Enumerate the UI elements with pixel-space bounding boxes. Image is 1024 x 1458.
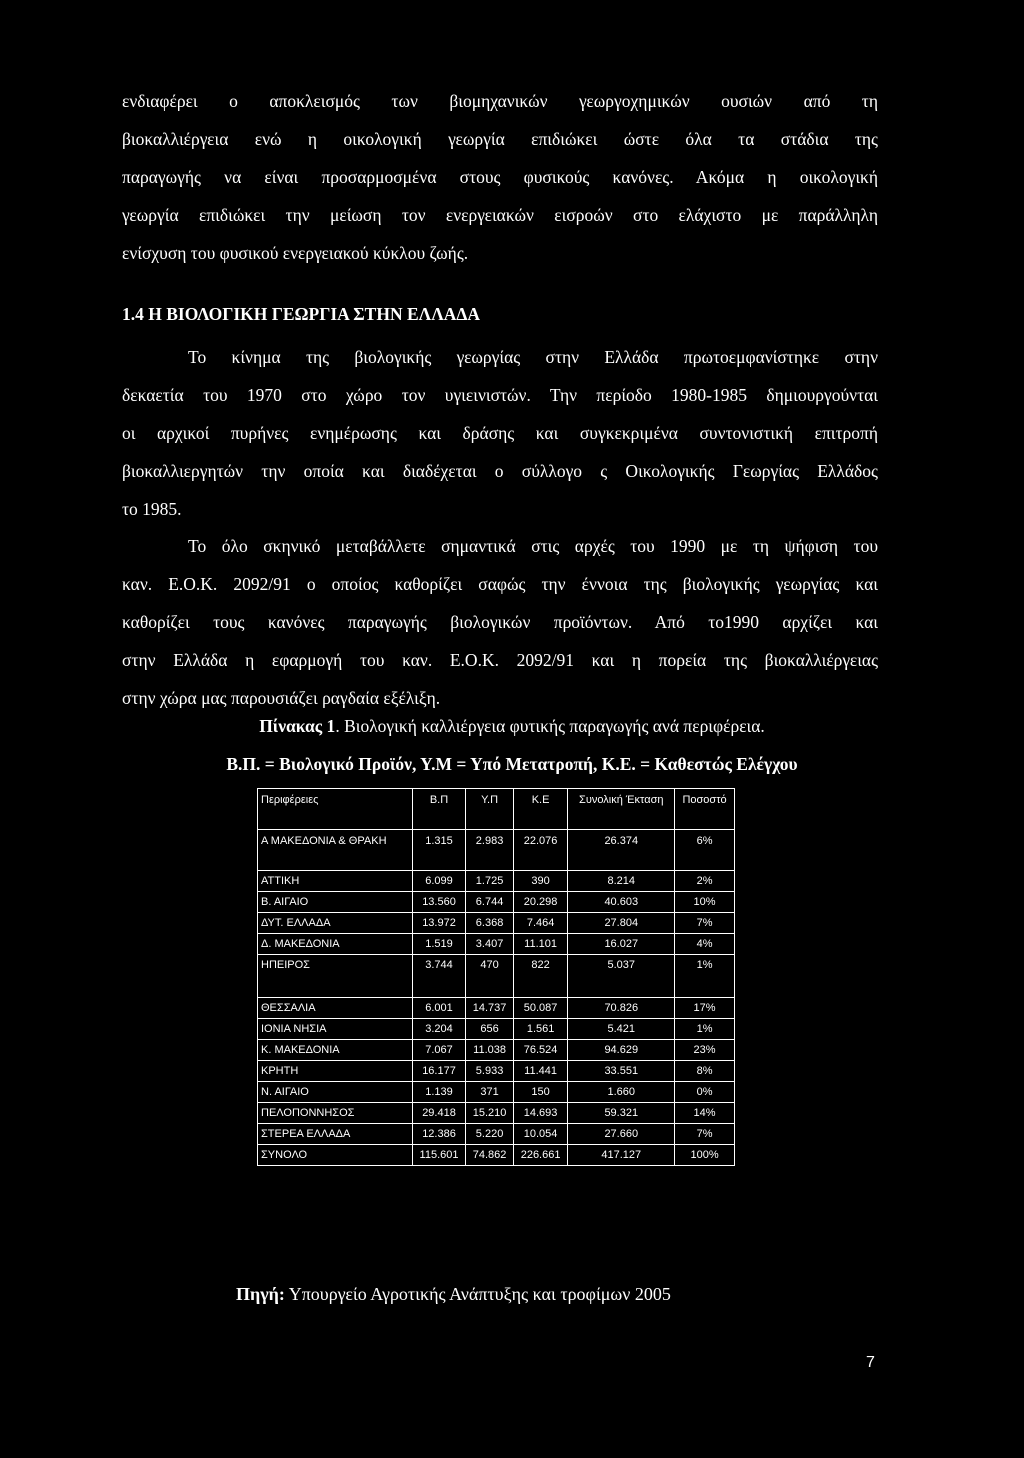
value-cell: 11.101 — [513, 934, 568, 955]
region-cell: Κ. ΜΑΚΕΔΟΝΙΑ — [258, 1040, 413, 1061]
value-cell: 150 — [513, 1082, 568, 1103]
value-cell: 1.139 — [412, 1082, 466, 1103]
value-cell: 26.374 — [568, 830, 675, 871]
table-row — [258, 1040, 735, 1061]
value-cell: 6.099 — [412, 871, 466, 892]
value-cell: 11.441 — [513, 1061, 568, 1082]
table-row — [258, 1103, 735, 1124]
table-caption-label: Πίνακας 1 — [259, 716, 336, 736]
value-cell: 11.038 — [466, 1040, 513, 1061]
value-cell: 13.560 — [412, 892, 466, 913]
source-text: Υπουργείο Αγροτικής Ανάπτυξης και τροφίμων 2005 — [284, 1284, 671, 1304]
value-cell: 1.519 — [412, 934, 466, 955]
region-cell: ΔΥΤ. ΕΛΛΑΔΑ — [258, 913, 413, 934]
table-row — [258, 998, 735, 1019]
value-cell: 470 — [466, 955, 513, 998]
value-cell: 7.067 — [412, 1040, 466, 1061]
value-cell: 10.054 — [513, 1124, 568, 1145]
paragraph-line: ενίσχυση του φυσικού ενεργειακού κύκλου ζωής. — [122, 243, 469, 263]
value-cell: 74.862 — [466, 1145, 513, 1166]
table-row — [258, 1019, 735, 1040]
value-cell: 40.603 — [568, 892, 675, 913]
value-cell: 2.983 — [466, 830, 513, 871]
value-cell: 13.972 — [412, 913, 466, 934]
value-cell: 33.551 — [568, 1061, 675, 1082]
value-cell: 6% — [675, 830, 735, 871]
paragraph-line: καν. Ε.Ο.Κ. 2092/91 ο οποίος καθορίζει σαφώς την έννοια της βιολογικής γεωργίας και — [122, 574, 878, 594]
value-cell: 390 — [513, 871, 568, 892]
section-heading: 1.4 Η ΒΙΟΛΟΓΙΚΗ ΓΕΩΡΓΙΑ ΣΤΗΝ ΕΛΛΑΔΑ — [122, 304, 480, 324]
value-cell: 7.464 — [513, 913, 568, 934]
value-cell: 5.933 — [466, 1061, 513, 1082]
value-cell: 2% — [675, 871, 735, 892]
value-cell: 59.321 — [568, 1103, 675, 1124]
paragraph-line: στην χώρα μας παρουσιάζει ραγδαία εξέλιξη. — [122, 688, 441, 708]
paragraph-line: ενδιαφέρει ο αποκλεισμός των βιομηχανικών γεωργοχημικών ουσιών από τη — [122, 91, 878, 111]
value-cell: 1.725 — [466, 871, 513, 892]
table-legend: Β.Π. = Βιολογικό Προϊόν, Υ.Μ = Υπό Μετατροπή, Κ.Ε. = Καθεστώς Ελέγχου — [226, 754, 798, 774]
value-cell: 5.037 — [568, 955, 675, 998]
value-cell: 1.561 — [513, 1019, 568, 1040]
region-cell: ΑΤΤΙΚΗ — [258, 871, 413, 892]
value-cell: 14.693 — [513, 1103, 568, 1124]
paragraph-3 — [122, 527, 878, 717]
paragraph-line: οι αρχικοί πυρήνες ενημέρωσης και δράσης και συγκεκριμένα συντονιστική επιτροπή — [122, 423, 878, 443]
value-cell: 23% — [675, 1040, 735, 1061]
value-cell: 4% — [675, 934, 735, 955]
table-row — [258, 1061, 735, 1082]
region-cell: ΙΟΝΙΑ ΝΗΣΙΑ — [258, 1019, 413, 1040]
table-row — [258, 871, 735, 892]
table-row — [258, 1124, 735, 1145]
region-cell: Δ. ΜΑΚΕΔΟΝΙΑ — [258, 934, 413, 955]
regions-table — [257, 788, 735, 1166]
value-cell: 1.315 — [412, 830, 466, 871]
value-cell: 6.744 — [466, 892, 513, 913]
paragraph-line: βιοκαλλιεργητών την οποία και διαδέχεται ο σύλλογο ς Οικολογικής Γεωργίας Ελλάδος — [122, 461, 878, 481]
value-cell: 115.601 — [412, 1145, 466, 1166]
value-cell: 6.001 — [412, 998, 466, 1019]
header-bp: Β.Π — [412, 789, 466, 830]
value-cell: 29.418 — [412, 1103, 466, 1124]
value-cell: 27.804 — [568, 913, 675, 934]
header-total-area: Συνολική Έκταση — [568, 789, 675, 830]
value-cell: 16.027 — [568, 934, 675, 955]
value-cell: 6.368 — [466, 913, 513, 934]
value-cell: 1.660 — [568, 1082, 675, 1103]
value-cell: 1% — [675, 1019, 735, 1040]
source-note — [236, 1284, 671, 1305]
region-cell: ΣΤΕΡΕΑ ΕΛΛΑΔΑ — [258, 1124, 413, 1145]
value-cell: 226.661 — [513, 1145, 568, 1166]
value-cell: 12.386 — [412, 1124, 466, 1145]
paragraph-line: στην Ελλάδα η εφαρμογή του καν. Ε.Ο.Κ. 2092/91 και η πορεία της βιοκαλλιέργειας — [122, 650, 878, 670]
value-cell: 14.737 — [466, 998, 513, 1019]
paragraph-line: το 1985. — [122, 499, 182, 519]
page-number: 7 — [866, 1354, 875, 1371]
value-cell: 100% — [675, 1145, 735, 1166]
value-cell: 0% — [675, 1082, 735, 1103]
value-cell: 70.826 — [568, 998, 675, 1019]
table-row — [258, 892, 735, 913]
paragraph-line: βιοκαλλιέργεια ενώ η οικολογική γεωργία επιδιώκει ώστε όλα τα στάδια της — [122, 129, 878, 149]
value-cell: 22.076 — [513, 830, 568, 871]
value-cell: 5.421 — [568, 1019, 675, 1040]
value-cell: 3.407 — [466, 934, 513, 955]
region-cell: ΗΠΕΙΡΟΣ — [258, 955, 413, 998]
value-cell: 656 — [466, 1019, 513, 1040]
value-cell: 10% — [675, 892, 735, 913]
value-cell: 20.298 — [513, 892, 568, 913]
table-caption-text: . Βιολογική καλλιέργεια φυτικής παραγωγής ανά περιφέρεια. — [335, 716, 765, 736]
table-row — [258, 913, 735, 934]
value-cell: 17% — [675, 998, 735, 1019]
value-cell: 371 — [466, 1082, 513, 1103]
value-cell: 50.087 — [513, 998, 568, 1019]
region-cell: Α ΜΑΚΕΔΟΝΙΑ & ΘΡΑΚΗ — [258, 830, 413, 871]
value-cell: 822 — [513, 955, 568, 998]
table-caption — [0, 716, 1024, 737]
paragraph-1 — [122, 82, 878, 272]
value-cell: 76.524 — [513, 1040, 568, 1061]
table-row — [258, 1145, 735, 1166]
value-cell: 5.220 — [466, 1124, 513, 1145]
paragraph-line: Το όλο σκηνικό μεταβάλλετε σημαντικά στις αρχές του 1990 με τη ψήφιση του — [188, 536, 878, 556]
value-cell: 1% — [675, 955, 735, 998]
region-cell: ΠΕΛΟΠΟΝΝΗΣΟΣ — [258, 1103, 413, 1124]
paragraph-line: Το κίνημα της βιολογικής γεωργίας στην Ελλάδα πρωτοεμφανίστηκε στην — [188, 347, 878, 367]
header-percent: Ποσοστό — [675, 789, 735, 830]
table-row — [258, 934, 735, 955]
value-cell: 94.629 — [568, 1040, 675, 1061]
value-cell: 16.177 — [412, 1061, 466, 1082]
value-cell: 8.214 — [568, 871, 675, 892]
value-cell: 3.204 — [412, 1019, 466, 1040]
header-yp: Υ.Π — [466, 789, 513, 830]
value-cell: 27.660 — [568, 1124, 675, 1145]
value-cell: 8% — [675, 1061, 735, 1082]
value-cell: 15.210 — [466, 1103, 513, 1124]
region-cell: ΘΕΣΣΑΛΙΑ — [258, 998, 413, 1019]
header-regions: Περιφέρειες — [258, 789, 413, 830]
value-cell: 3.744 — [412, 955, 466, 998]
region-cell: ΚΡΗΤΗ — [258, 1061, 413, 1082]
value-cell: 417.127 — [568, 1145, 675, 1166]
value-cell: 7% — [675, 1124, 735, 1145]
region-cell: Ν. ΑΙΓΑΙΟ — [258, 1082, 413, 1103]
table-row — [258, 830, 735, 871]
region-cell: Β. ΑΙΓΑΙΟ — [258, 892, 413, 913]
paragraph-line: δεκαετία του 1970 στο χώρο τον υγιεινιστών. Την περίοδο 1980-1985 δημιουργούνται — [122, 385, 878, 405]
paragraph-line: γεωργία επιδιώκει την μείωση τον ενεργειακών εισροών στο ελάχιστο με παράλληλη — [122, 205, 878, 225]
value-cell: 14% — [675, 1103, 735, 1124]
paragraph-line: παραγωγής να είναι προσαρμοσμένα στους φυσικούς κανόνες. Ακόμα η οικολογική — [122, 167, 878, 187]
paragraph-2 — [122, 338, 878, 528]
value-cell: 7% — [675, 913, 735, 934]
paragraph-line: καθορίζει τους κανόνες παραγωγής βιολογικών προϊόντων. Από το1990 αρχίζει και — [122, 612, 878, 632]
header-ke: Κ.Ε — [513, 789, 568, 830]
table-row — [258, 955, 735, 998]
source-label: Πηγή: — [236, 1284, 285, 1304]
table-row — [258, 1082, 735, 1103]
region-cell: ΣΥΝΟΛΟ — [258, 1145, 413, 1166]
